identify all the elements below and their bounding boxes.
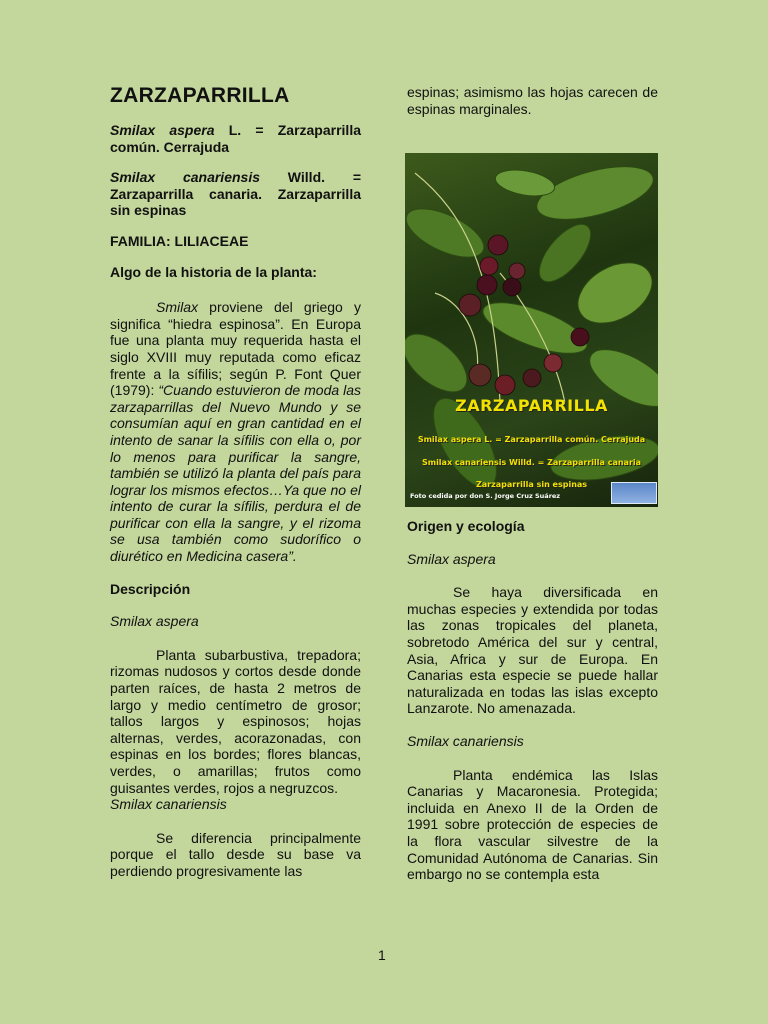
origin-subheading-aspera: Smilax aspera — [407, 550, 496, 567]
publisher-logo — [611, 482, 657, 504]
photo-caption-line-2: Smilax canariensis Willd. = Zarzaparrilla canaria — [421, 458, 642, 467]
photo-caption-line-3: Zarzaparrilla sin espinas — [475, 480, 588, 489]
left-column — [110, 84, 361, 880]
history-text: proviene del griego y significa “hiedra espinosa”. En Europa fue una planta muy requerida hasta el siglo XVIII muy reputada como eficaz frente a la sífilis; según P. Font Quer (1979): — [110, 299, 361, 399]
right-column — [407, 84, 658, 117]
species-2-common: Willd. = Zarzaparrilla canaria. Zarzaparrilla sin espinas — [110, 169, 361, 219]
species-1-common: L. = Zarzaparrilla común. Cerrajuda — [110, 122, 361, 155]
description-subheading-canariensis: Smilax canariensis — [110, 796, 227, 813]
photo-caption-line-1: Smilax aspera L. = Zarzaparrilla común. Cerrajuda — [417, 435, 646, 444]
photo-caption-title: ZARZAPARRILLA — [455, 396, 608, 415]
page-title: ZARZAPARRILLA — [110, 84, 290, 107]
history-quote: “Cuando estuvieron de moda las zarzaparrillas del Nuevo Mundo y se consumían aquí en gran cantidad en el intento de sanar la sífilis con ella o, por lo menos para purificar la sangre, también se utilizó la planta del país para lograr los mismos efectos…Ya que no el intento de curar la sífilis, perdura el de purificar con ella la sangre, y el rizoma se usa también como sudorífico o diurético en Medicina casera”. — [110, 382, 362, 565]
origin-aspera-text: Se haya diversificada en muchas especies y extendida por todas las zonas tropicales del planeta, sobretodo América del sur y central, Asia, Africa y sur de Europa. En Canarias esta especie se puede hallar naturalizada en todas las islas excepto Lanzarote. No amenazada. — [407, 584, 658, 717]
history-lead-word: Smilax — [156, 299, 199, 316]
origin-subheading-canariensis: Smilax canariensis — [407, 732, 524, 749]
history-paragraph — [110, 299, 361, 565]
description-canariensis-text: Se diferencia principalmente porque el tallo desde su base va perdiendo progresivamente las — [110, 829, 361, 879]
continued-text: espinas; asimismo las hojas carecen de espinas marginales. — [407, 84, 658, 117]
page-number: 1 — [378, 947, 386, 963]
description-subheading-aspera: Smilax aspera — [110, 613, 199, 630]
description-aspera-text: Planta subarbustiva, trepadora; rizomas nudosos y cortos desde donde parten raíces, de hasta 2 metros de largo y medio centímetro de grosor; tallos largos y espinosos; hojas alternas, verdes, acorazonadas, con espinas en los bordes; flores blancas, verdes, o amarillas; frutos como guisantes verdes, rojos a negruzcos. — [110, 646, 361, 796]
photo-credit: Foto cedida por don S. Jorge Cruz Suárez — [410, 492, 561, 500]
right-column-lower — [407, 518, 658, 883]
origin-heading: Origen y ecología — [407, 518, 525, 534]
family-line: FAMILIA: LILIACEAE — [110, 232, 249, 249]
species-2-name: Smilax canariensis — [110, 169, 260, 186]
species-1-name: Smilax aspera — [110, 122, 215, 138]
species-2-line — [110, 169, 361, 219]
plant-photo — [405, 153, 658, 507]
species-1-line — [110, 122, 361, 155]
origin-canariensis-text: Planta endémica las Islas Canarias y Macaronesia. Protegida; incluida en Anexo II de la Orden de 1991 sobre protección de especies de la flora vascular silvestre de la Comunidad Autónoma de Canarias. Sin embargo no se contempla esta — [407, 766, 658, 883]
description-heading: Descripción — [110, 580, 191, 597]
foliage-illustration — [405, 153, 658, 507]
history-heading: Algo de la historia de la planta: — [110, 263, 317, 280]
